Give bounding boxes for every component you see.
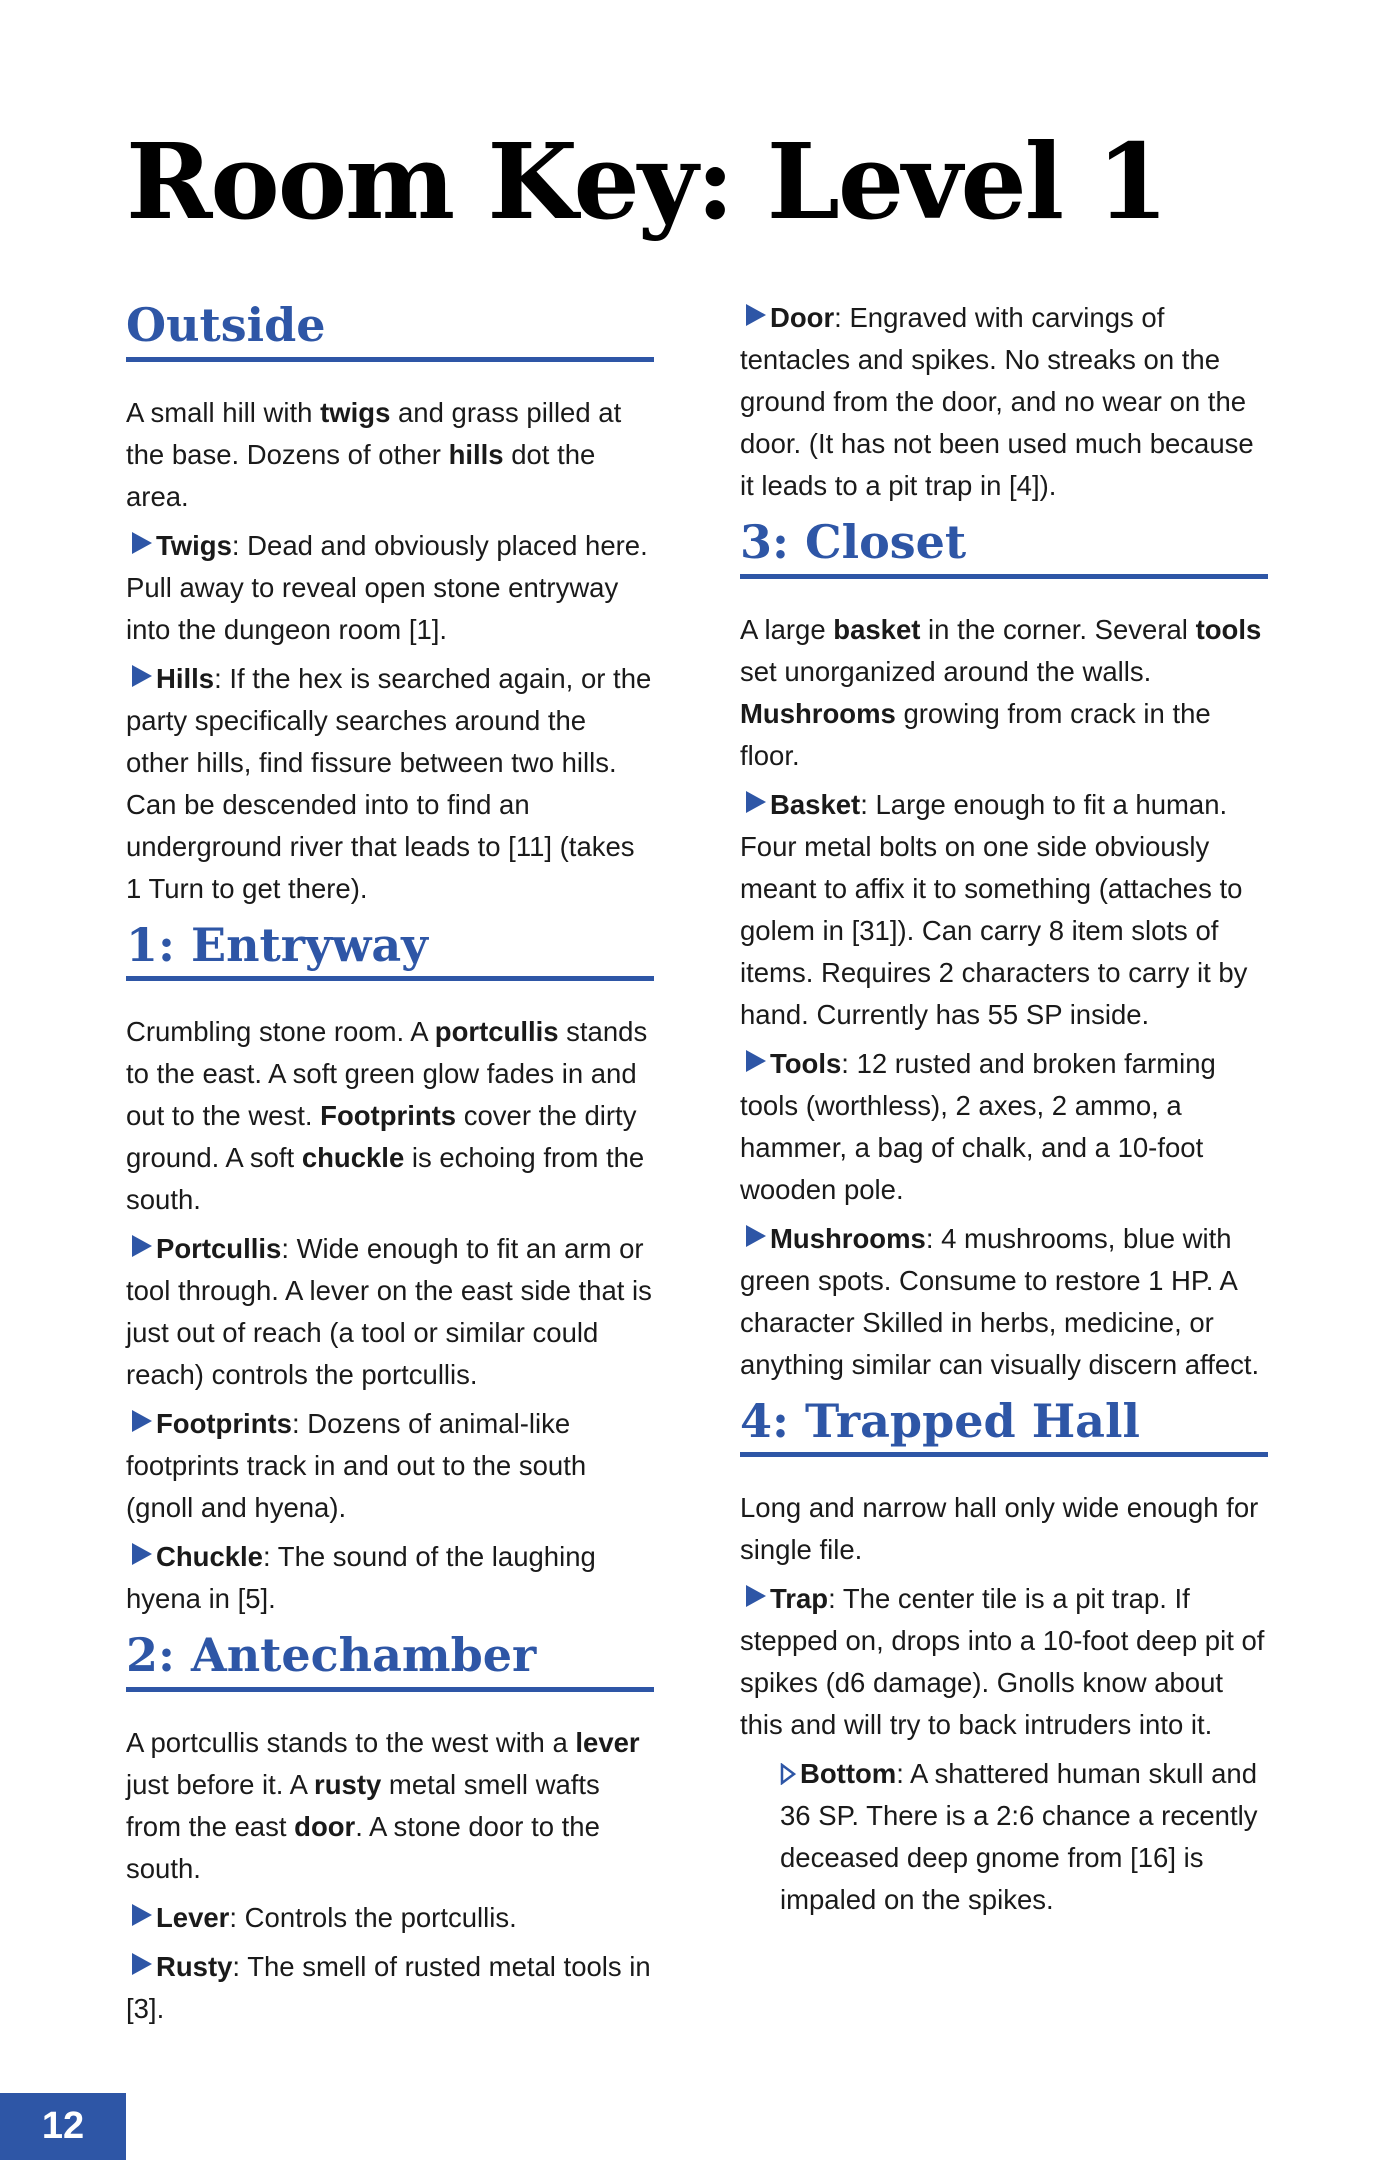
bullet-triangle-icon bbox=[746, 791, 766, 813]
bullet-item: Basket: Large enough to fit a human. Four metal bolts on one side obviously meant to affix it to something (attaches to golem in [31]). Can carry 8 item slots of items. Requires 2 characters to carry it by hand. Currently has 55 SP inside. bbox=[740, 788, 1248, 1030]
page-number: 12 bbox=[0, 2093, 126, 2160]
bullet-item: Mushrooms: 4 mushrooms, blue with green spots. Consume to restore 1 HP. A character Skilled in herbs, medicine, or anything similar can visually discern affect. bbox=[740, 1222, 1260, 1380]
bullet-triangle-icon bbox=[132, 532, 152, 554]
right-column bbox=[740, 297, 1268, 1928]
sub-bullet-item: Bottom: A shattered human skull and 36 SP. There is a 2:6 chance a recently deceased deep gnome from [16] is impaled on the spikes. bbox=[780, 1758, 1258, 1916]
outline-triangle-icon bbox=[780, 1763, 796, 1785]
bullet-triangle-icon bbox=[132, 665, 152, 687]
bullet-triangle-icon bbox=[746, 304, 766, 326]
bullet-triangle-icon bbox=[746, 1585, 766, 1607]
bullet-item: Rusty: The smell of rusted metal tools in [3]. bbox=[126, 1950, 651, 2024]
section-intro: Long and narrow hall only wide enough for single file. bbox=[740, 1492, 1259, 1566]
bullet-item: Hills: If the hex is searched again, or the party specifically searches around the other hills, find fissure between two hills. Can be descended into to find an underground river that leads to [11] (takes 1 Turn to get there). bbox=[126, 662, 652, 904]
section-entryway bbox=[126, 917, 654, 1621]
section-heading: 4: Trapped Hall bbox=[740, 1396, 1268, 1458]
bullet-triangle-icon bbox=[746, 1225, 766, 1247]
bullet-item: Footprints: Dozens of animal-like footprints track in and out to the south (gnoll and hyena). bbox=[126, 1408, 587, 1524]
bullet-triangle-icon bbox=[132, 1904, 152, 1926]
bullet-item: Tools: 12 rusted and broken farming tools (worthless), 2 axes, 2 ammo, a hammer, a bag of chalk, and a 10-foot wooden pole. bbox=[740, 1047, 1216, 1205]
left-column bbox=[126, 290, 654, 2037]
page-title: Room Key: Level 1 bbox=[126, 120, 1167, 243]
section-outside bbox=[126, 300, 654, 910]
bullet-triangle-icon bbox=[132, 1543, 152, 1565]
section-antechamber bbox=[126, 1630, 654, 2030]
section-intro: A large basket in the corner. Several tools set unorganized around the walls. Mushrooms growing from crack in the floor. bbox=[740, 613, 1262, 771]
section-trapped-hall bbox=[740, 1393, 1268, 1922]
section-intro: A small hill with twigs and grass pilled at the base. Dozens of other hills dot the area. bbox=[126, 396, 622, 512]
bullet-item: Trap: The center tile is a pit trap. If stepped on, drops into a 10-foot deep pit of spikes (d6 damage). Gnolls know about this and will try to back intruders into it. bbox=[740, 1583, 1265, 1741]
section-intro: A portcullis stands to the west with a lever just before it. A rusty metal smell wafts from the east door. A stone door to the south. bbox=[126, 1726, 640, 1884]
section-heading: Outside bbox=[126, 300, 654, 362]
bullet-triangle-icon bbox=[132, 1235, 152, 1257]
bullet-item: Portcullis: Wide enough to fit an arm or tool through. A lever on the east side that is just out of reach (a tool or similar could reach) controls the portcullis. bbox=[126, 1233, 652, 1391]
section-heading: 1: Entryway bbox=[126, 920, 654, 982]
bullet-triangle-icon bbox=[132, 1410, 152, 1432]
bullet-item: Door: Engraved with carvings of tentacles and spikes. No streaks on the ground from the door, and no wear on the door. (It has not been used much because it leads to a pit trap in [4]). bbox=[740, 302, 1254, 501]
bullet-item: Lever: Controls the portcullis. bbox=[126, 1897, 654, 1939]
section-heading: 2: Antechamber bbox=[126, 1630, 654, 1692]
bullet-triangle-icon bbox=[746, 1050, 766, 1072]
section-closet bbox=[740, 517, 1268, 1386]
section-intro: Crumbling stone room. A portcullis stands to the east. A soft green glow fades in and out to the west. Footprints cover the dirty ground. A soft chuckle is echoing from the south. bbox=[126, 1016, 648, 1216]
section-heading: 3: Closet bbox=[740, 517, 1268, 579]
bullet-item: Twigs: Dead and obviously placed here. Pull away to reveal open stone entryway into the dungeon room [1]. bbox=[126, 529, 648, 645]
section-antechamber-continued bbox=[740, 297, 1268, 507]
bullet-item: Chuckle: The sound of the laughing hyena in [5]. bbox=[126, 1541, 596, 1615]
bullet-triangle-icon bbox=[132, 1953, 152, 1975]
